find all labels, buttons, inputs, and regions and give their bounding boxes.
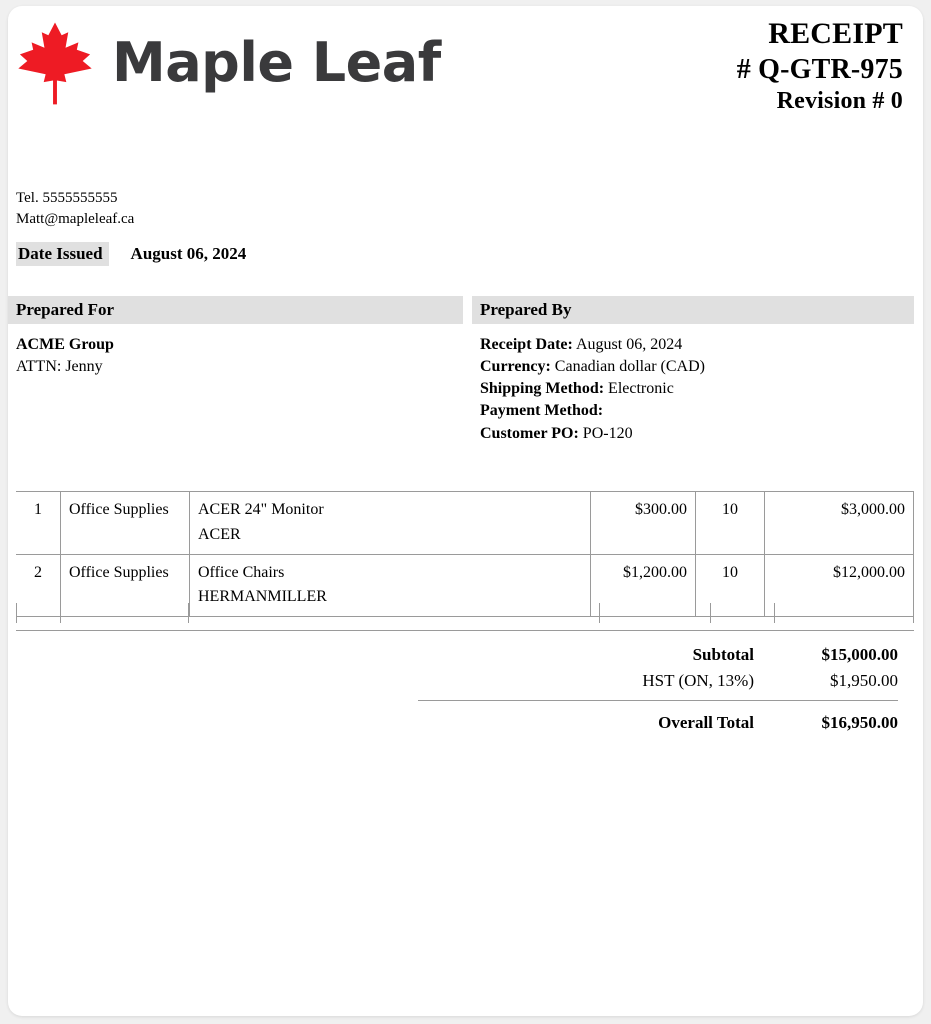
field-receipt-date (480, 334, 914, 356)
subtotal-value: $15,000.00 (821, 645, 898, 664)
item-description-sub: HERMANMILLER (198, 588, 327, 606)
table-rule-2 (188, 603, 189, 623)
field-customer-po-label: Customer PO: (480, 424, 579, 442)
table-rule-1 (60, 603, 61, 623)
brand-wordmark: Maple Leaf (112, 31, 441, 94)
field-payment-method-label: Payment Method: (480, 402, 604, 420)
field-payment-method (480, 400, 914, 422)
date-issued-value: August 06, 2024 (130, 244, 247, 263)
table-bottom-divider (16, 630, 914, 631)
table-rule-left (16, 603, 17, 623)
field-customer-po-value: PO-120 (582, 424, 633, 442)
contact-telephone: Tel. 5555555555 (16, 190, 118, 206)
document-title-block (737, 16, 903, 116)
item-amount: $3,000.00 (765, 492, 914, 555)
overall-total-row (418, 710, 898, 736)
prepared-for-attn: ATTN: Jenny (16, 358, 103, 376)
item-unit-price: $1,200.00 (591, 554, 696, 617)
subtotal-label: Subtotal (692, 645, 754, 664)
date-issued-label: Date Issued (16, 242, 109, 266)
table-column-rule-tails (16, 603, 914, 623)
maple-leaf-icon (16, 20, 94, 106)
field-customer-po (480, 423, 914, 445)
item-description-main: Office Chairs (198, 563, 285, 581)
field-currency (480, 356, 914, 378)
field-shipping-method-label: Shipping Method: (480, 380, 605, 398)
table-rule-4 (710, 603, 711, 623)
table-row (16, 492, 914, 555)
field-currency-value: Canadian dollar (CAD) (554, 358, 705, 376)
field-receipt-date-value: August 06, 2024 (575, 336, 683, 354)
item-amount: $12,000.00 (765, 554, 914, 617)
overall-total-value: $16,950.00 (821, 713, 898, 732)
table-rule-5 (774, 603, 775, 623)
item-index: 1 (16, 492, 61, 555)
contact-email: Matt@mapleleaf.ca (16, 211, 135, 228)
line-items-table (16, 491, 914, 617)
tax-row (418, 668, 898, 694)
prepared-by-block (472, 296, 914, 445)
prepared-for-heading: Prepared For (8, 296, 463, 324)
document-header (8, 6, 923, 134)
brand-logo (16, 20, 441, 106)
prepared-for-company: ACME Group (16, 336, 114, 354)
item-description (190, 492, 591, 555)
document-revision: Revision # 0 (776, 87, 903, 114)
field-receipt-date-label: Receipt Date: (480, 336, 573, 354)
prepared-by-heading: Prepared By (472, 296, 914, 324)
field-currency-label: Currency: (480, 358, 551, 376)
totals-section (418, 642, 898, 736)
tax-value: $1,950.00 (830, 670, 898, 690)
item-unit-price: $300.00 (591, 492, 696, 555)
item-description-main: ACER 24" Monitor (198, 501, 324, 518)
prepared-for-block (8, 296, 463, 378)
receipt-document (8, 6, 923, 1016)
field-shipping-method (480, 378, 914, 400)
field-shipping-method-value: Electronic (608, 380, 674, 398)
item-category: Office Supplies (61, 554, 190, 617)
sender-contact (16, 188, 134, 231)
date-issued-row (16, 244, 246, 264)
document-type: RECEIPT (768, 17, 903, 50)
tax-label: HST (ON, 13%) (642, 670, 754, 690)
table-rule-3 (599, 603, 600, 623)
item-category: Office Supplies (61, 492, 190, 555)
overall-total-label: Overall Total (658, 713, 754, 732)
totals-divider (418, 700, 898, 701)
item-quantity: 10 (696, 492, 765, 555)
item-description-sub: ACER (198, 525, 241, 543)
item-quantity: 10 (696, 554, 765, 617)
document-number: # Q-GTR-975 (736, 53, 903, 85)
item-index: 2 (16, 554, 61, 617)
table-rule-right (913, 603, 914, 623)
subtotal-row (418, 642, 898, 668)
